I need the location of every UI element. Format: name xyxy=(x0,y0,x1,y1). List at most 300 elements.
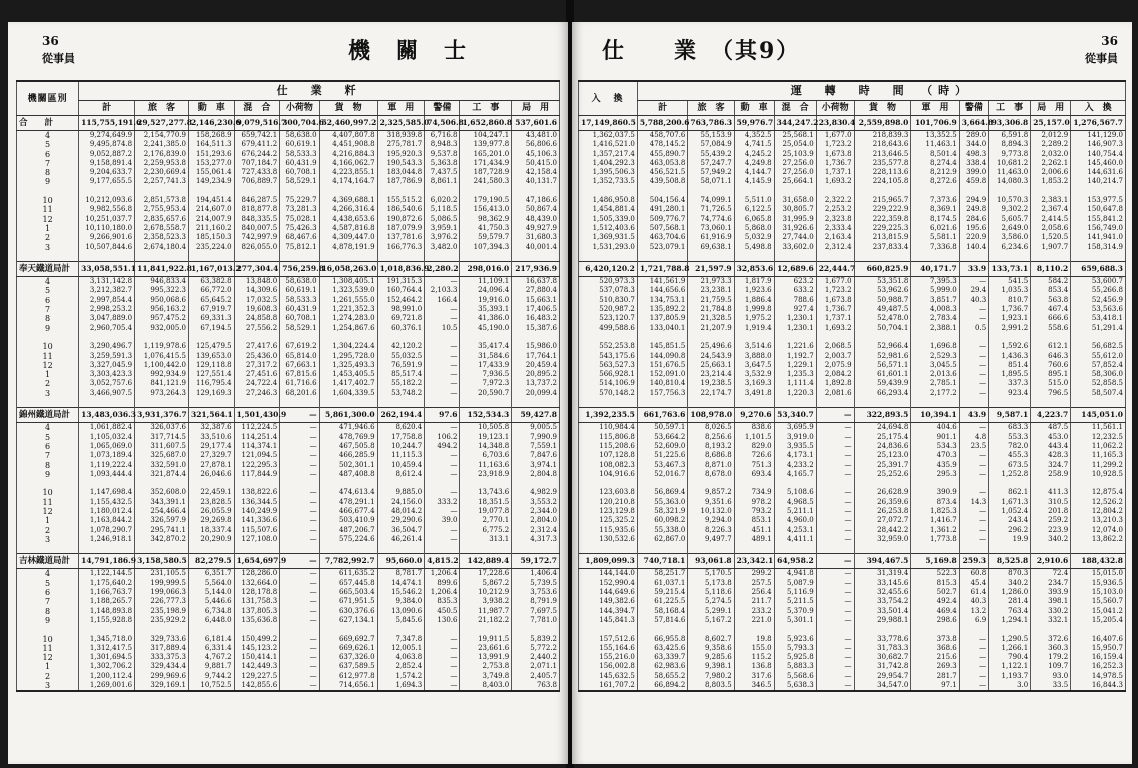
table-cell: 43.9 xyxy=(959,408,988,423)
table-cell: 24,858.8 xyxy=(234,314,280,323)
table-cell: — xyxy=(816,635,854,644)
table-row xyxy=(17,461,560,470)
table-cell: 228,113.6 xyxy=(854,168,911,177)
subtotal-row xyxy=(17,116,560,131)
table-cell: 49,487.5 xyxy=(854,305,911,314)
table-cell: 2,006.6 xyxy=(1031,168,1071,177)
table-cell xyxy=(460,625,512,634)
table-row xyxy=(17,579,560,588)
table-cell: 16,637.8 xyxy=(512,277,560,287)
table-cell: 61,037.1 xyxy=(637,579,687,588)
table-cell: 7,936.5 xyxy=(460,370,512,379)
table-cell: 467.4 xyxy=(1031,305,1071,314)
table-cell: 55,032.5 xyxy=(377,352,425,361)
table-cell: 2,068.5 xyxy=(816,342,854,351)
table-cell: — xyxy=(959,277,988,287)
table-row xyxy=(579,361,1126,370)
table-cell: 4,223,855.1 xyxy=(319,168,377,177)
table-cell xyxy=(989,479,1031,488)
table-cell: 58,251.7 xyxy=(637,569,687,579)
table-cell: 453.0 xyxy=(1031,433,1071,442)
table-cell: 558.6 xyxy=(1031,324,1071,333)
table-cell xyxy=(637,333,687,342)
table-cell: 98,991.0 xyxy=(377,305,425,314)
table-row xyxy=(17,314,560,323)
table-cell: 6,420,120.2 xyxy=(579,262,638,277)
table-cell: 8,861.1 xyxy=(425,177,460,186)
table-cell xyxy=(688,252,734,262)
table-cell: 5,772.2 xyxy=(512,644,560,653)
table-cell: 140.4 xyxy=(959,243,988,252)
table-cell: 63,425.6 xyxy=(637,644,687,653)
table-cell: 3,888.0 xyxy=(734,352,774,361)
column-header: 工 事 xyxy=(989,101,1031,116)
table-cell: 1,100,442.0 xyxy=(135,361,189,370)
table-cell: — xyxy=(425,423,460,433)
table-cell: 676,244.2 xyxy=(234,150,280,159)
table-cell: 10,394.1 xyxy=(911,408,959,423)
table-row xyxy=(579,140,1126,149)
table-cell: — xyxy=(280,588,319,597)
table-cell xyxy=(1031,625,1071,634)
table-cell: 233.2 xyxy=(734,607,774,616)
table-cell xyxy=(911,252,959,262)
table-cell: 10,507,844.6 xyxy=(79,243,135,252)
table-row xyxy=(17,662,560,671)
table-cell xyxy=(854,252,911,262)
table-cell: 4,941.8 xyxy=(774,569,816,579)
table-cell: 141,336.6 xyxy=(234,516,280,525)
table-cell: 2,230,669.4 xyxy=(135,168,189,177)
table-cell: 8,781.7 xyxy=(377,569,425,579)
table-cell: 851.4 xyxy=(989,361,1031,370)
table-cell: 1,206.4 xyxy=(425,569,460,579)
table-cell: 213,815.9 xyxy=(854,233,911,242)
table-cell: 46,261.4 xyxy=(377,535,425,544)
table-cell xyxy=(637,187,687,196)
table-cell xyxy=(377,479,425,488)
table-row xyxy=(579,131,1126,141)
table-cell: 27,878.1 xyxy=(189,461,235,470)
table-cell: 487,408.8 xyxy=(319,470,377,479)
table-cell: 35,417.4 xyxy=(460,342,512,351)
table-cell: 523,079.1 xyxy=(637,243,687,252)
table-cell: 31,319.4 xyxy=(854,569,911,579)
table-cell: 727,433.8 xyxy=(234,168,280,177)
column-header: 貨 物 xyxy=(319,101,377,116)
table-cell: 2,753.8 xyxy=(460,662,512,671)
table-cell: 128,286.0 xyxy=(234,569,280,579)
table-cell: 1,304,224.4 xyxy=(319,342,377,351)
table-cell: 450.5 xyxy=(425,607,460,616)
table-cell: — xyxy=(280,507,319,516)
row-label: 4 xyxy=(17,277,79,287)
table-cell: 665,503.4 xyxy=(319,588,377,597)
table-cell: 13,352.5 xyxy=(911,131,959,141)
table-cell: 66,293.4 xyxy=(854,389,911,398)
page-subtitle: 從事員 xyxy=(1085,52,1118,65)
table-cell: 683.3 xyxy=(989,423,1031,433)
table-cell: 1,061,882.4 xyxy=(79,423,135,433)
table-cell: — xyxy=(959,635,988,644)
table-cell: 509,776.7 xyxy=(637,215,687,224)
table-cell: 152,464.2 xyxy=(377,296,425,305)
table-cell: 254,466.4 xyxy=(135,507,189,516)
table-cell xyxy=(579,398,638,408)
table-cell: 478,291.1 xyxy=(319,498,377,507)
table-cell: 21,973.3 xyxy=(688,277,734,287)
right-data-table xyxy=(578,80,1126,692)
table-cell xyxy=(1071,333,1126,342)
table-cell: 23,342.1 xyxy=(734,554,774,569)
table-cell: 4,165.7 xyxy=(774,470,816,479)
table-row xyxy=(579,423,1126,433)
column-header: 旅 客 xyxy=(688,101,734,116)
table-cell: 157,756.3 xyxy=(637,389,687,398)
table-cell: 218,643.6 xyxy=(854,140,911,149)
table-cell: 1,111.4 xyxy=(774,379,816,388)
table-cell: 58,306.0 xyxy=(1071,370,1126,379)
table-cell: 40,171.7 xyxy=(911,262,959,277)
table-cell: 140,754.4 xyxy=(1071,150,1126,159)
table-cell: 853.4 xyxy=(1031,286,1071,295)
table-cell: 218,839.3 xyxy=(854,131,911,141)
table-cell: 33,602.0 xyxy=(774,243,816,252)
table-cell: 7,559.1 xyxy=(512,442,560,451)
table-cell: 3,974.1 xyxy=(512,461,560,470)
table-cell: 1,246,918.1 xyxy=(79,535,135,544)
lead-column-header: 入 換 xyxy=(579,81,638,116)
table-cell xyxy=(425,252,460,262)
table-cell xyxy=(135,187,189,196)
table-row xyxy=(579,243,1126,252)
table-cell: 666.6 xyxy=(1031,314,1071,323)
table-cell: 53,467.3 xyxy=(637,461,687,470)
table-cell: 1,200,112.4 xyxy=(79,672,135,681)
table-cell: 241,580.3 xyxy=(460,177,512,186)
table-cell: 108,082.3 xyxy=(579,461,638,470)
table-cell: 31,742.8 xyxy=(854,662,911,671)
table-cell: 1,404,292.3 xyxy=(579,159,638,168)
table-cell: 4,174,164.7 xyxy=(319,177,377,186)
table-cell: 1,673.8 xyxy=(816,296,854,305)
table-cell xyxy=(280,333,319,342)
table-cell: 190,543.3 xyxy=(377,159,425,168)
table-cell: 373.8 xyxy=(911,635,959,644)
table-row xyxy=(17,150,560,159)
table-cell: 15,387.6 xyxy=(512,324,560,333)
table-cell: 151,293.6 xyxy=(189,150,235,159)
table-cell: 8,871.0 xyxy=(688,461,734,470)
table-cell: 1,105,032.4 xyxy=(79,433,135,442)
table-cell: 35,393.1 xyxy=(460,305,512,314)
table-cell: 8,403.0 xyxy=(460,681,512,691)
table-cell xyxy=(1071,187,1126,196)
table-cell: 82,279.5 xyxy=(189,554,235,569)
table-cell: — xyxy=(280,433,319,442)
table-row xyxy=(579,662,1126,671)
table-cell: 59,172.7 xyxy=(512,554,560,569)
table-cell: 3,749.8 xyxy=(460,672,512,681)
table-cell: 7,782,992.7 xyxy=(319,554,377,569)
table-cell: 152,534.3 xyxy=(460,408,512,423)
table-cell: 534.3 xyxy=(911,442,959,451)
table-cell xyxy=(579,625,638,634)
table-cell: 13,210.3 xyxy=(1071,516,1126,525)
table-cell: 14,348.8 xyxy=(460,442,512,451)
row-label: 8 xyxy=(17,314,79,323)
table-cell: 7,972.3 xyxy=(460,379,512,388)
table-cell: 2,013.6 xyxy=(911,370,959,379)
table-cell: 8,620.4 xyxy=(377,423,425,433)
table-cell: 815.3 xyxy=(911,579,959,588)
table-cell: 60,431.9 xyxy=(280,159,319,168)
row-label: 3 xyxy=(17,243,79,252)
table-cell: 16,159.4 xyxy=(1071,653,1126,662)
table-cell: 1,486,950.8 xyxy=(579,196,638,205)
table-cell: 1,269,001.6 xyxy=(79,681,135,691)
table-cell: 324.7 xyxy=(1031,461,1071,470)
table-cell: 763.4 xyxy=(989,607,1031,616)
table-cell xyxy=(460,544,512,554)
table-cell xyxy=(234,333,280,342)
table-cell: 6,020.2 xyxy=(425,196,460,205)
table-cell: 121,094.5 xyxy=(234,451,280,460)
table-cell: 42,120.2 xyxy=(377,342,425,351)
table-cell: 1,035.3 xyxy=(989,286,1031,295)
table-cell: 6,448.0 xyxy=(189,616,235,625)
table-cell: 129,227.5 xyxy=(234,672,280,681)
table-cell: 439,508.8 xyxy=(637,177,687,186)
table-cell: 144,649.6 xyxy=(579,588,638,597)
table-cell: 161,707.2 xyxy=(579,681,638,691)
table-cell: 151,676.5 xyxy=(637,361,687,370)
table-cell xyxy=(1071,252,1126,262)
table-cell: 67,663.1 xyxy=(280,361,319,370)
table-cell: 60,431.9 xyxy=(280,305,319,314)
table-cell: 23,830.4 xyxy=(816,116,854,131)
table-cell xyxy=(816,479,854,488)
table-cell: 2,257,741.3 xyxy=(135,177,189,186)
table-cell: 23,214.4 xyxy=(688,370,734,379)
table-cell: 27,556.2 xyxy=(234,324,280,333)
table-cell: 6,331.4 xyxy=(189,644,235,653)
table-cell: 1,220.3 xyxy=(774,389,816,398)
table-cell: 23,828.5 xyxy=(189,498,235,507)
table-cell: 11,299.2 xyxy=(1071,461,1126,470)
table-cell xyxy=(1031,333,1071,342)
table-cell: 835.3 xyxy=(425,597,460,606)
table-cell: 3,931,376.7 xyxy=(135,408,189,423)
table-cell: — xyxy=(816,653,854,662)
table-cell: 5,498.8 xyxy=(734,243,774,252)
table-cell: 179.2 xyxy=(1031,653,1071,662)
table-cell: 135,892.2 xyxy=(637,305,687,314)
table-cell: 13,862.2 xyxy=(1071,535,1126,544)
table-cell: 8,803.5 xyxy=(688,681,734,691)
table-cell: 2,559,898.0 xyxy=(854,116,911,131)
table-cell: 9,537.8 xyxy=(425,150,460,159)
table-cell: 563.8 xyxy=(1031,296,1071,305)
table-cell: 13,848.0 xyxy=(234,277,280,287)
table-row xyxy=(17,205,560,214)
table-cell xyxy=(734,398,774,408)
table-cell: 1,417,402.7 xyxy=(319,379,377,388)
table-cell: 5,274.5 xyxy=(688,597,734,606)
table-cell xyxy=(377,252,425,262)
table-cell: 27,246.3 xyxy=(234,389,280,398)
row-label: 6 xyxy=(17,442,79,451)
table-cell: 5,845.6 xyxy=(377,616,425,625)
table-cell: 43,481.0 xyxy=(512,131,560,141)
table-cell: 187,079.9 xyxy=(377,224,425,233)
table-cell: 66,894.2 xyxy=(637,681,687,691)
table-cell xyxy=(989,252,1031,262)
row-label: 7 xyxy=(17,451,79,460)
table-row xyxy=(17,398,560,408)
table-cell: 1,294.1 xyxy=(989,616,1031,625)
table-cell xyxy=(854,187,911,196)
table-cell: 1,254,867.6 xyxy=(319,324,377,333)
table-cell: 52,456.9 xyxy=(1071,296,1126,305)
table-cell: 108,978.0 xyxy=(688,408,734,423)
table-cell: 132,664.0 xyxy=(234,579,280,588)
table-cell xyxy=(425,625,460,634)
table-cell xyxy=(734,333,774,342)
table-cell: 133,040.1 xyxy=(637,324,687,333)
table-cell: 29,527,277.8 xyxy=(135,116,189,131)
table-cell: 67,919.7 xyxy=(189,305,235,314)
table-cell: 543,175.6 xyxy=(579,352,638,361)
table-cell: 2,262.1 xyxy=(1031,159,1071,168)
table-cell: 3,169.3 xyxy=(734,379,774,388)
table-cell: — xyxy=(280,535,319,544)
table-cell: — xyxy=(280,579,319,588)
table-cell: 15,986.0 xyxy=(512,342,560,351)
table-cell: 2,649.0 xyxy=(989,224,1031,233)
table-cell: 329,434.4 xyxy=(135,662,189,671)
table-cell: — xyxy=(280,635,319,644)
table-cell: — xyxy=(816,442,854,451)
table-cell: 7,347.8 xyxy=(377,635,425,644)
table-cell: 5,363.8 xyxy=(425,159,460,168)
table-cell xyxy=(189,333,235,342)
table-cell: 8,369.1 xyxy=(911,205,959,214)
table-cell xyxy=(234,625,280,634)
table-cell: 3,482.0 xyxy=(425,243,460,252)
group-header: 運 轉 時 間 （時） xyxy=(637,81,1125,101)
table-cell: — xyxy=(280,470,319,479)
table-cell: 12,232.5 xyxy=(1071,433,1126,442)
table-cell: 199,066.3 xyxy=(135,588,189,597)
table-cell: 2,177.2 xyxy=(911,389,959,398)
row-label: 3 xyxy=(17,681,79,691)
table-row xyxy=(17,389,560,398)
table-cell: 326,037.6 xyxy=(135,423,189,433)
table-cell: 2,081.6 xyxy=(816,389,854,398)
table-cell: 97.6 xyxy=(425,408,460,423)
table-cell: 693.4 xyxy=(734,470,774,479)
table-row xyxy=(17,224,560,233)
table-cell xyxy=(1031,479,1071,488)
table-cell: — xyxy=(280,451,319,460)
table-row xyxy=(17,277,560,287)
table-cell: 24,543.9 xyxy=(688,352,734,361)
table-cell: 325,687.0 xyxy=(135,451,189,460)
table-cell: 566,928.1 xyxy=(579,370,638,379)
table-cell: 32,959.0 xyxy=(854,535,911,544)
table-cell: 40,131.7 xyxy=(512,177,560,186)
table-cell: 957,475.2 xyxy=(135,314,189,323)
table-cell: 818,877.8 xyxy=(234,205,280,214)
row-label: 5 xyxy=(17,579,79,588)
table-row xyxy=(579,187,1126,196)
table-cell: 61,916.9 xyxy=(688,233,734,242)
table-cell: 4,352.5 xyxy=(734,131,774,141)
table-row xyxy=(17,498,560,507)
table-cell: 492.4 xyxy=(911,597,959,606)
table-row xyxy=(17,352,560,361)
table-cell: 58,533.3 xyxy=(280,150,319,159)
table-cell xyxy=(637,252,687,262)
table-row xyxy=(17,635,560,644)
table-cell: 19,238.5 xyxy=(688,379,734,388)
row-label: 9 xyxy=(17,616,79,625)
table-cell: 368.6 xyxy=(911,644,959,653)
table-cell: 1,193.7 xyxy=(989,672,1031,681)
table-cell: 15,546.2 xyxy=(377,588,425,597)
table-row xyxy=(579,479,1126,488)
table-cell: 139,977.8 xyxy=(460,140,512,149)
table-cell: 1,736.7 xyxy=(989,305,1031,314)
table-cell: 55,182.2 xyxy=(377,379,425,388)
table-cell: 6,021.6 xyxy=(911,224,959,233)
table-cell: 257.5 xyxy=(734,579,774,588)
table-cell: 6,734.8 xyxy=(189,607,235,616)
table-cell: 5,511.0 xyxy=(734,196,774,205)
table-cell: 140,214.7 xyxy=(1071,177,1126,186)
table-cell: — xyxy=(816,470,854,479)
table-cell: 55,363.0 xyxy=(637,498,687,507)
table-row xyxy=(17,442,560,451)
table-cell: 13,743.6 xyxy=(460,488,512,497)
table-cell: 1,188,265.7 xyxy=(79,597,135,606)
table-cell: 1,230.1 xyxy=(774,324,816,333)
page-number: 36 xyxy=(1101,34,1118,48)
table-cell xyxy=(425,333,460,342)
table-cell: 133,73.1 xyxy=(989,262,1031,277)
table-cell: 612,977.8 xyxy=(319,672,377,681)
table-cell: 50,867.4 xyxy=(512,205,560,214)
table-row xyxy=(17,333,560,342)
table-cell: 2,058.6 xyxy=(1031,224,1071,233)
table-cell: 58,655.2 xyxy=(637,672,687,681)
table-cell: 1,677.0 xyxy=(816,277,854,287)
table-cell: 144,144.0 xyxy=(579,569,638,579)
table-cell: 575,224.6 xyxy=(319,535,377,544)
table-cell: 10,132.0 xyxy=(688,507,734,516)
table-cell: 12,689.6 xyxy=(774,262,816,277)
table-cell: — xyxy=(280,461,319,470)
table-cell: 520,973.3 xyxy=(579,277,638,287)
table-cell: 45,106.3 xyxy=(512,150,560,159)
table-row xyxy=(579,516,1126,525)
table-cell: 4,587,816.8 xyxy=(319,224,377,233)
table-cell xyxy=(959,252,988,262)
table-cell: 344.0 xyxy=(959,140,988,149)
table-cell: 17,149,860.5 xyxy=(579,116,638,131)
table-row xyxy=(579,342,1126,351)
